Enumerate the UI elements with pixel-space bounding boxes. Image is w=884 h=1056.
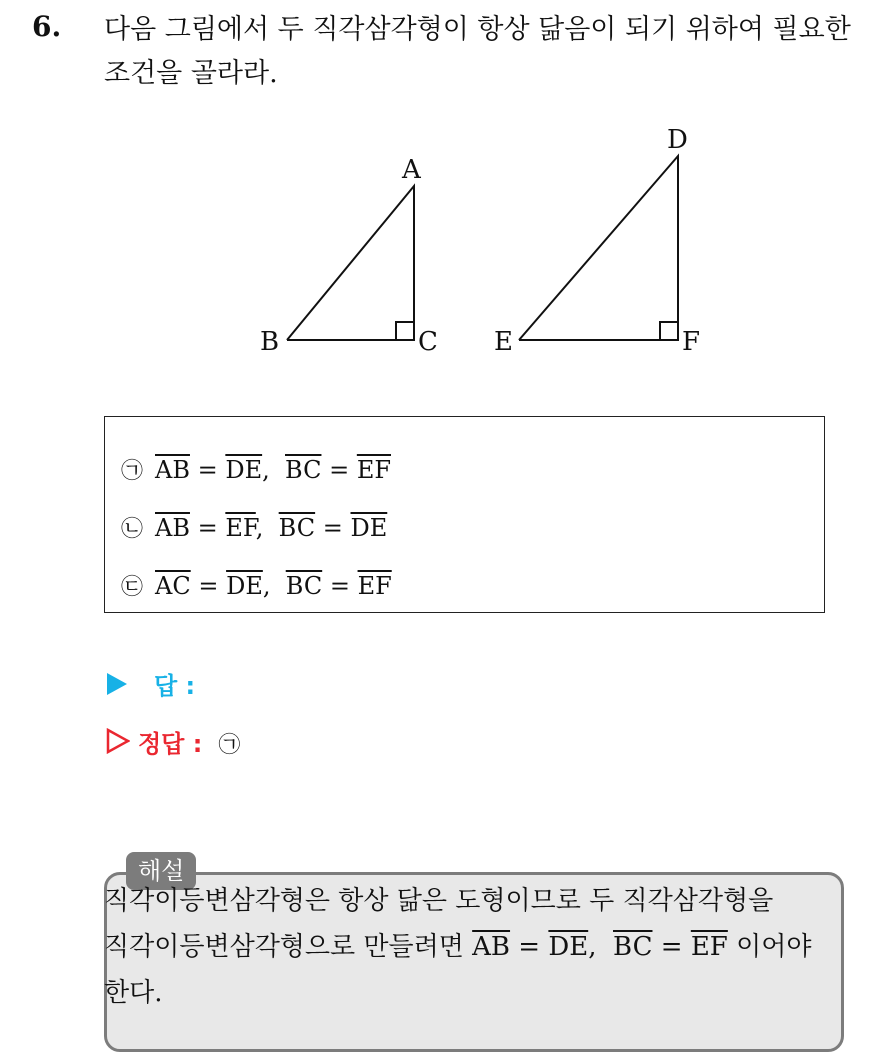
question-text: 다음 그림에서 두 직각삼각형이 항상 닮음이 되기 위하여 필요한 조건을 골라라. [104,14,851,89]
choice-mark: ㉡ [121,517,144,542]
segment: $\overline{DE}$ [350,514,388,542]
choice-item: ㉠ $\overline{AB} = \overline{DE}$, $\overline{BC} = \overline{EF}$ [121,455,391,487]
segment: $\overline{DE}$ [548,932,589,962]
vertex-label-e: E [494,327,513,357]
question-number: 6. [32,10,62,43]
segment: $\overline{DE}$ [226,572,263,600]
triangle-abc [287,186,414,340]
correct-answer-label: 정답 : [138,730,203,758]
vertex-label-d: D [667,125,688,155]
right-angle-mark-f [660,322,678,340]
choice-mark: ㉠ [121,459,144,484]
correct-answer-value: ㉠ [218,733,241,758]
vertex-label-c: C [418,327,438,357]
segment: $\overline{AB}$ [155,514,190,542]
segment: $\overline{AB}$ [472,932,511,962]
explanation-text [104,878,834,1016]
choice-box [104,416,825,613]
explanation-line: 한다. [104,978,163,1008]
segment: $\overline{EF}$ [357,572,392,600]
segment: $\overline{BC}$ [613,932,653,962]
segment: $\overline{BC}$ [285,456,322,484]
choice-mark: ㉢ [121,575,144,600]
segment: $\overline{BC}$ [278,514,316,542]
segment: $\overline{AC}$ [155,572,191,600]
segment: $\overline{EF}$ [225,514,256,542]
triangle-def [519,156,678,340]
segment: $\overline{EF}$ [690,932,728,962]
triangle-figure [240,118,720,358]
correct-answer-row [106,724,240,759]
filled-triangle-icon [106,672,128,696]
vertex-label-b: B [260,327,280,357]
outline-triangle-icon [106,728,130,754]
choice-item: ㉡ $\overline{AB} = \overline{EF}$, $\overline{BC} = \overline{DE}$ [121,513,387,545]
answer-row [106,666,195,701]
vertex-label-f: F [682,327,701,357]
segment: $\overline{AB}$ [155,456,190,484]
explanation-tag: 해설 [126,852,196,890]
segment: $\overline{DE}$ [225,456,263,484]
choice-item: ㉢ $\overline{AC} = \overline{DE}$, $\overline{BC} = \overline{EF}$ [121,571,392,603]
segment: $\overline{BC}$ [285,572,323,600]
vertex-label-a: A [402,155,421,185]
right-angle-mark-c [396,322,414,340]
explanation-line: 직각이등변삼각형은 항상 닮은 도형이므로 두 직각삼각형을 [104,886,774,916]
explanation-line: 직각이등변삼각형으로 만들려면 $\overline{AB} = \overline{DE}$, $\overline{BC} = \overline{EF}$ 이어야 [104,932,812,962]
answer-label: 답 : [154,672,196,700]
segment: $\overline{EF}$ [356,456,391,484]
